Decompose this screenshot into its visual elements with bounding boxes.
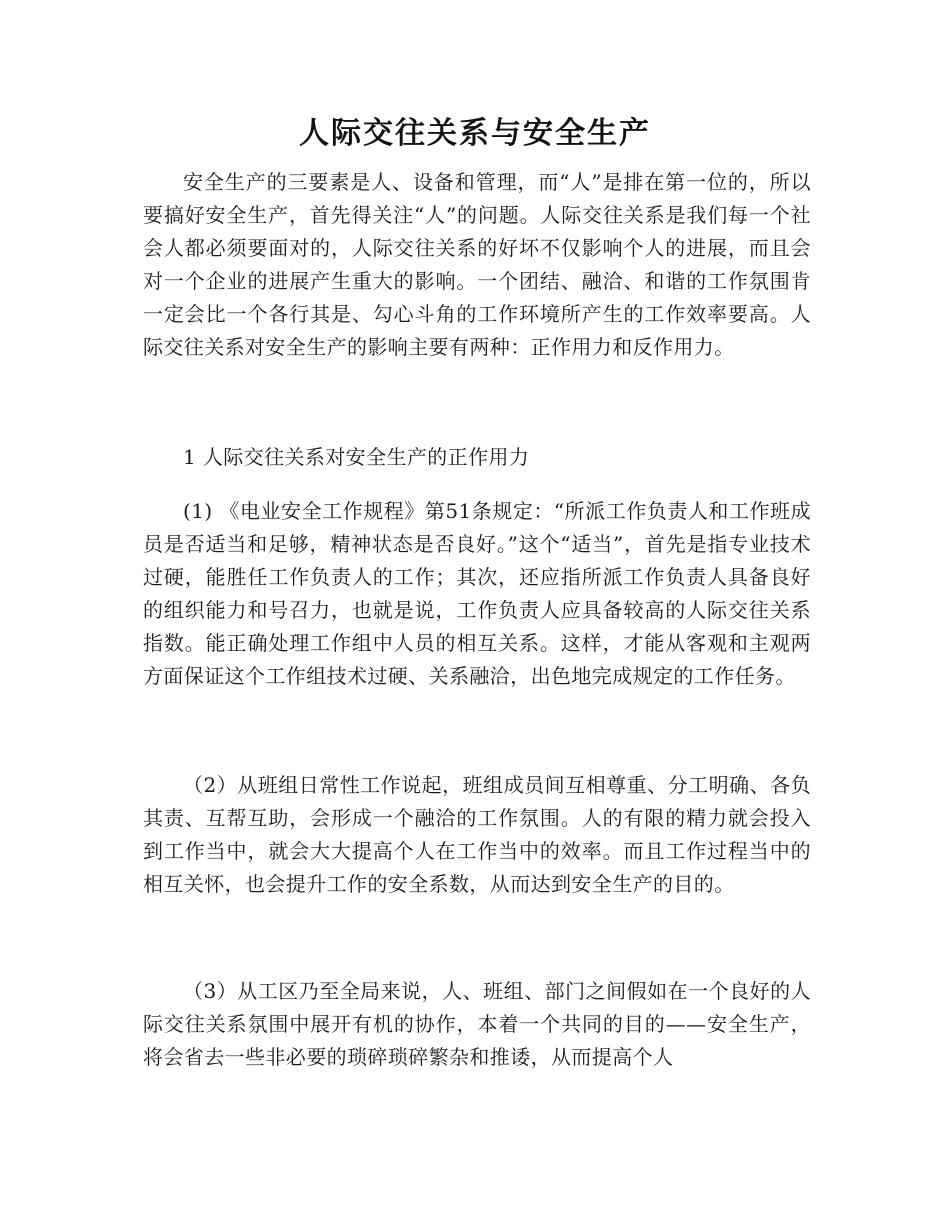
paragraph-item-2: （2）从班组日常性工作说起，班组成员间互相尊重、分工明确、各负其责、互帮互助，会形成一个融洽的工作氛围。人的有限的精力就会投入到工作当中，就会大大提高个人在工作当中的效率。而且工作过程当中的相互关怀，也会提升工作的安全系数，从而达到安全生产的目的。 <box>143 773 811 896</box>
paragraph-item-1: (1) 《电业安全工作规程》第51条规定：“所派工作负责人和工作班成员是否适当和足够，精神状态是否良好。”这个“适当”，首先是指专业技术过硬，能胜任工作负责人的工作；其次，还应指所派工作负责人具备良好的组织能力和号召力，也就是说，工作负责人应具备较高的人际交往关系指数。能正确处理工作组中人员的相互关系。这样，才能从客观和主观两方面保证这个工作组技术过硬、关系融洽，出色地完成规定的工作任务。 <box>143 499 811 688</box>
paragraph-intro: 安全生产的三要素是人、设备和管理，而“人”是排在第一位的，所以要搞好安全生产，首先得关注“人”的问题。人际交往关系是我们每一个社会人都必须要面对的，人际交往关系的好坏不仅影响个人的进展，而且会对一个企业的进展产生重大的影响。一个团结、融洽、和谐的工作氛围肯一定会比一个各行其是、勾心斗角的工作环境所产生的工作效率要高。人际交往关系对安全生产的影响主要有两种：正作用力和反作用力。 <box>143 170 811 359</box>
section-heading: 1 人际交往关系对安全生产的正作用力 <box>183 445 530 469</box>
paragraph-item-3: （3）从工区乃至全局来说，人、班组、部门之间假如在一个良好的人际交往关系氛围中展开有机的协作，本着一个共同的目的——安全生产，将会省去一些非必要的琐碎琐碎繁杂和推诿，从而提高个人 <box>143 979 811 1069</box>
document-title: 人际交往关系与安全生产 <box>299 116 651 151</box>
